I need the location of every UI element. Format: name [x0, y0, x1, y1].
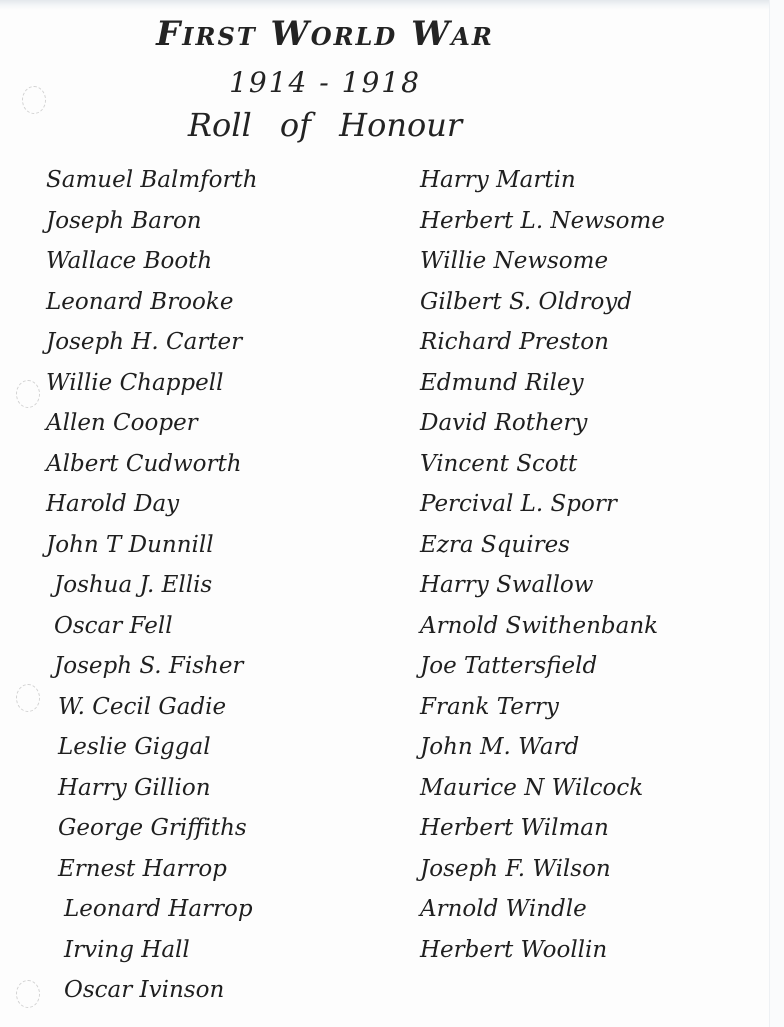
honour-name: Harold Day: [46, 491, 180, 517]
document-years: 1914 - 1918: [229, 66, 421, 99]
honour-name: Leslie Giggal: [58, 734, 211, 760]
honour-name: John M. Ward: [420, 734, 580, 760]
honour-name: Vincent Scott: [420, 450, 578, 477]
punch-hole-icon: [16, 380, 40, 408]
honour-name: Joseph S. Fisher: [54, 653, 244, 679]
honour-name: Herbert Woollin: [420, 936, 608, 963]
honour-name: Allen Cooper: [46, 410, 198, 436]
honour-name: Frank Terry: [420, 693, 559, 720]
honour-name: Harry Gillion: [58, 774, 211, 801]
honour-name: Samuel Balmforth: [46, 167, 258, 193]
honour-name: Joe Tattersfield: [420, 653, 598, 679]
document-subtitle: Roll of Honour: [187, 106, 463, 144]
honour-name: Edmund Riley: [420, 369, 584, 396]
honour-name: Willie Newsome: [420, 248, 609, 274]
honour-name: Maurice N Wilcock: [420, 774, 644, 801]
honour-name: Percival L. Sporr: [420, 491, 617, 517]
names-right-column: [420, 160, 665, 970]
honour-name: David Rothery: [420, 410, 588, 436]
punch-hole-icon: [16, 980, 40, 1008]
honour-name: Gilbert S. Oldroyd: [420, 288, 633, 315]
honour-name: Richard Preston: [420, 329, 609, 355]
honour-name: Joseph F. Wilson: [420, 855, 611, 882]
honour-name: George Griffiths: [58, 815, 247, 841]
honour-name: Ernest Harrop: [58, 855, 227, 882]
honour-name: Harry Swallow: [420, 572, 594, 598]
honour-name: Herbert L. Newsome: [420, 207, 665, 234]
honour-name: Irving Hall: [64, 936, 190, 963]
document-title: First World War: [156, 14, 494, 54]
honour-name: Leonard Harrop: [64, 896, 253, 922]
honour-name: Willie Chappell: [46, 369, 224, 396]
honour-name: Joseph H. Carter: [46, 329, 243, 355]
scanner-shadow: [0, 0, 784, 10]
honour-name: W. Cecil Gadie: [58, 693, 227, 720]
honour-name: Harry Martin: [420, 167, 576, 193]
honour-name: Herbert Wilman: [420, 815, 609, 841]
honour-name: Wallace Booth: [46, 248, 213, 274]
honour-name: Oscar Fell: [54, 612, 173, 639]
names-left-column: [46, 160, 258, 1011]
honour-name: John T Dunnill: [46, 531, 214, 558]
honour-name: Ezra Squires: [420, 531, 570, 558]
honour-name: Albert Cudworth: [46, 450, 242, 477]
honour-name: Oscar Ivinson: [64, 977, 225, 1003]
scan-margin: [770, 0, 784, 1027]
honour-name: Joshua J. Ellis: [54, 572, 213, 598]
honour-name: Leonard Brooke: [46, 288, 234, 315]
honour-name: Arnold Windle: [420, 896, 587, 922]
honour-name: Joseph Baron: [46, 207, 202, 234]
honour-name: Arnold Swithenbank: [420, 612, 659, 639]
punch-hole-icon: [16, 684, 40, 712]
